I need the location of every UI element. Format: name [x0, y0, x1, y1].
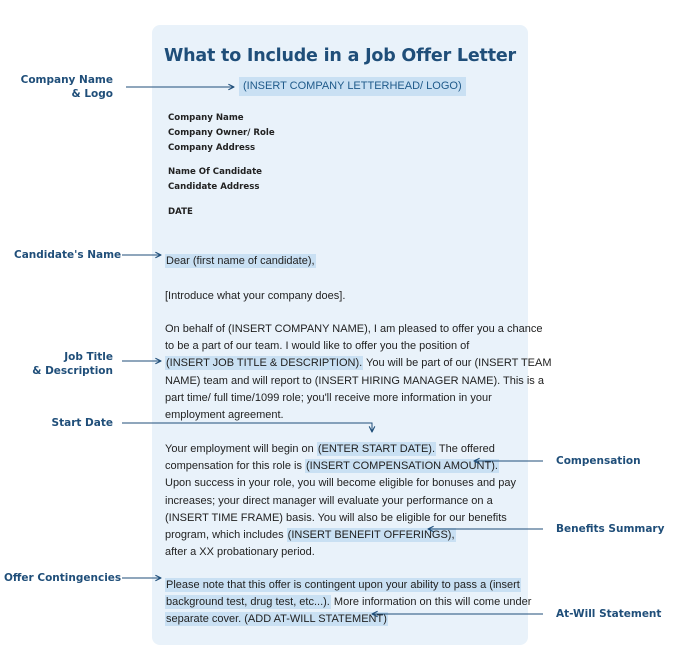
label-company-name-logo: Company Name & Logo [20, 74, 113, 100]
text-line: Upon success in your role, you will become eligible for bonuses and pay [165, 477, 516, 490]
label-compensation: Compensation [556, 455, 641, 467]
contingency-highlight: background test, drug test, etc...). [166, 596, 330, 609]
company-name-line: Company Name [168, 113, 244, 123]
candidate-address-line: Candidate Address [168, 182, 260, 192]
company-owner-line: Company Owner/ Role [168, 128, 275, 138]
benefits-highlight: (INSERT BENEFIT OFFERINGS), [287, 529, 455, 542]
letterhead-placeholder: (INSERT COMPANY LETTERHEAD/ LOGO) [239, 77, 466, 96]
label-start-date: Start Date [51, 417, 113, 429]
at-will-highlight: separate cover. (ADD AT-WILL STATEMENT) [166, 613, 387, 626]
label-job-title: Job Title & Description [32, 351, 113, 377]
text-line: after a XX probationary period. [165, 546, 315, 559]
text-line: background test, drug test, etc...). More information on this will come under [166, 596, 532, 609]
text-line: (INSERT JOB TITLE & DESCRIPTION). You will be part of our (INSERT TEAM [166, 357, 552, 370]
candidate-name-line: Name Of Candidate [168, 167, 263, 177]
text-line: increases; your direct manager will evaluate your performance on a [165, 494, 493, 507]
compensation-highlight: (INSERT COMPENSATION AMOUNT). [306, 460, 498, 473]
label-benefits-summary: Benefits Summary [556, 523, 665, 535]
text-line: to be a part of our team. I would like to offer you the position of [165, 340, 470, 353]
date-line: DATE [168, 207, 193, 217]
label-at-will-statement: At-Will Statement [556, 608, 662, 620]
arrow-start-date [122, 423, 372, 432]
start-date-highlight: (ENTER START DATE). [317, 443, 435, 455]
job-title-highlight: (INSERT JOB TITLE & DESCRIPTION). [166, 357, 363, 370]
text-line: (INSERT TIME FRAME) basis. You will also be eligible for our benefits [165, 511, 507, 524]
company-address-line: Company Address [168, 143, 256, 153]
label-offer-contingencies: Offer Contingencies [4, 572, 122, 584]
greeting: Dear (first name of candidate), [166, 255, 315, 267]
intro-line: [Introduce what your company does]. [165, 290, 346, 302]
text-line: Your employment will begin on (ENTER START DATE). The offered [165, 443, 495, 455]
contingency-highlight: Please note that this offer is contingent upon your ability to pass a (insert [166, 579, 520, 591]
text-line: program, which includes (INSERT BENEFIT OFFERINGS), [165, 529, 455, 542]
page-title: What to Include in a Job Offer Letter [164, 46, 516, 66]
text-line: part time/ full time/1099 role; you'll receive more information in your [165, 391, 492, 404]
text-line: compensation for this role is (INSERT COMPENSATION AMOUNT). [165, 460, 498, 473]
text-line: employment agreement. [165, 409, 284, 422]
text-line: On behalf of (INSERT COMPANY NAME), I am pleased to offer you a chance [165, 323, 543, 335]
text-line: NAME) team and will report to (INSERT HIRING MANAGER NAME). This is a [165, 374, 544, 387]
label-candidates-name: Candidate's Name [14, 249, 122, 261]
